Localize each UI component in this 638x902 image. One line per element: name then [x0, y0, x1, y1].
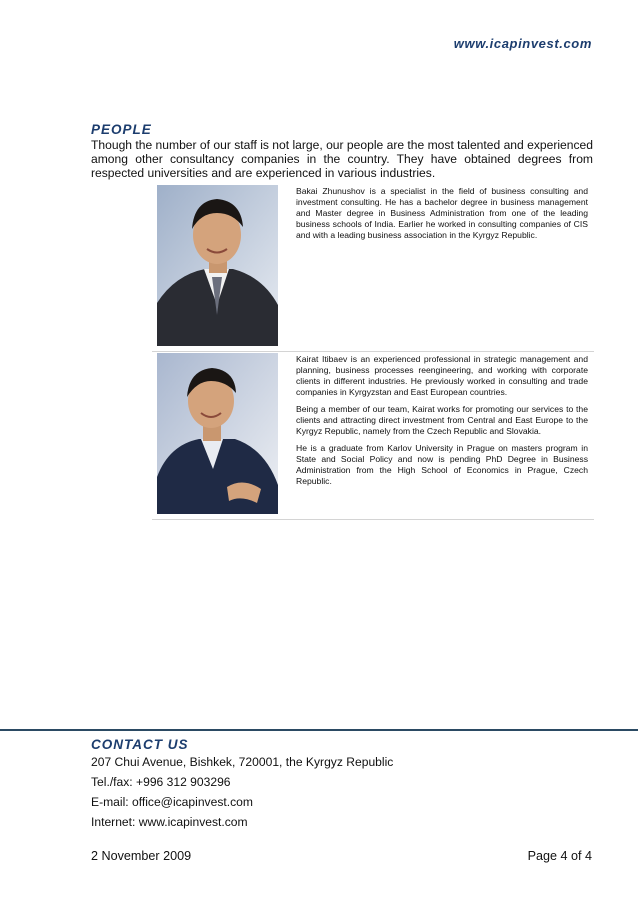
member-divider	[152, 519, 594, 520]
member-bio	[296, 186, 588, 247]
contact-email: E-mail: office@icapinvest.com	[91, 795, 253, 809]
contact-address: 207 Chui Avenue, Bishkek, 720001, the Kyrgyz Republic	[91, 755, 394, 769]
member-bio	[296, 354, 588, 493]
bio-paragraph: Being a member of our team, Kairat works for promoting our services to the clients and attracting direct investment from Central and East Europe to the Kyrgyz Republic, namely from the Czech Republic and Slovakia.	[296, 403, 588, 437]
member-photo	[157, 353, 278, 514]
member-divider	[152, 351, 594, 352]
people-heading: PEOPLE	[91, 122, 152, 137]
contact-internet: Internet: www.icapinvest.com	[91, 815, 248, 829]
page-number: Page 4 of 4	[527, 849, 592, 863]
member-photo	[157, 185, 278, 346]
contact-heading: CONTACT US	[91, 737, 189, 752]
website-url: www.icapinvest.com	[453, 36, 592, 51]
bio-paragraph: Kairat Itibaev is an experienced professional in strategic management and planning, business processes reengineering, and working with corporate clients in different industries. He previously worked in consulting and trade companies in Kyrgyzstan and East European countries.	[296, 354, 588, 398]
bio-paragraph: He is a graduate from Karlov University in Prague on masters program in State and Social Policy and now is pending PhD Degree in Business Administration from the High School of Economics in Prague, Czech Republic.	[296, 442, 588, 486]
people-intro: Though the number of our staff is not large, our people are the most talented and experienced among other consultancy companies in the country. They have obtained degrees from respected universities and are experienced in various industries.	[91, 138, 593, 181]
document-date: 2 November 2009	[91, 849, 192, 863]
bio-paragraph: Bakai Zhunushov is a specialist in the field of business consulting and investment consulting. He has a bachelor degree in business management and Master degree in Business Administration from one of the leading business schools of India. Earlier he worked in consulting companies of CIS and with a leading business association in the Kyrgyz Republic.	[296, 186, 588, 241]
footer-divider	[0, 729, 638, 731]
contact-phone: Tel./fax: +996 312 903296	[91, 775, 231, 789]
